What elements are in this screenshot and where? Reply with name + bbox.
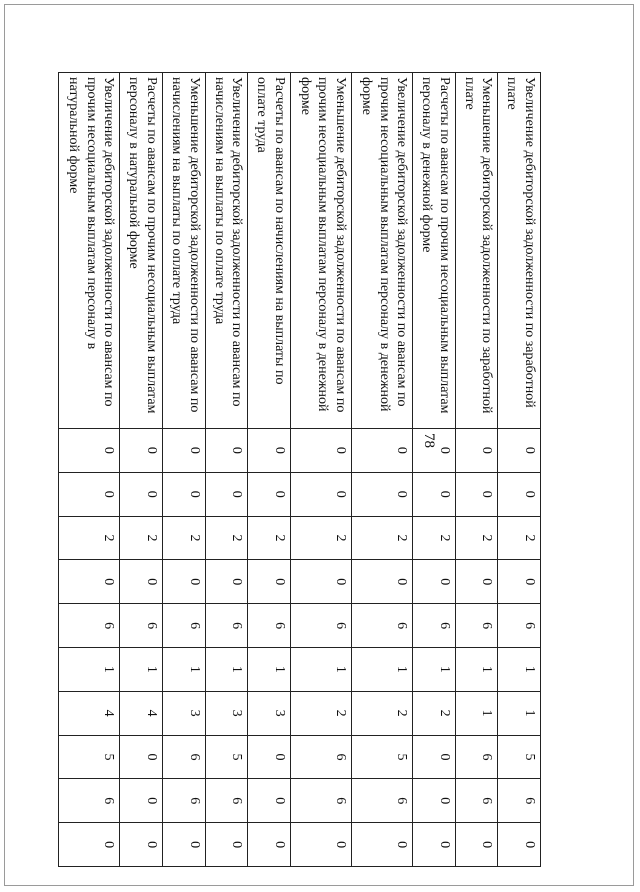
code-digit-cell: 2 [351,516,412,560]
code-digit-cell: 0 [351,823,412,867]
code-digit-cell: 0 [248,429,291,473]
code-digit-cell: 0 [205,429,248,473]
code-digit-cell: 5 [351,735,412,779]
code-digit-cell: 0 [290,472,351,516]
code-digit-cell: 3 [162,691,205,735]
code-digit-cell: 0 [498,429,541,473]
code-digit-cell: 1 [413,647,456,691]
code-digit-cell: 0 [455,823,498,867]
code-digit-cell: 5 [498,735,541,779]
rotated-sheet [58,72,541,867]
code-digit-cell: 6 [248,604,291,648]
code-digit-cell: 2 [455,516,498,560]
code-digit-cell: 6 [498,604,541,648]
code-digit-cell: 0 [413,823,456,867]
row-label: Уменьшение дебиторской задолженности по заработной плате [455,73,498,429]
code-digit-cell: 5 [205,735,248,779]
code-digit-cell: 0 [413,472,456,516]
code-digit-cell: 0 [59,823,120,867]
code-digit-cell: 5 [59,735,120,779]
row-label: Увеличение дебиторской задолженности по авансам по начислениям на выплаты по оплате труда [205,73,248,429]
code-digit-cell: 0 [290,429,351,473]
code-digit-cell: 0 [351,429,412,473]
code-digit-cell: 0 [120,779,163,823]
code-digit-cell: 0 [351,560,412,604]
account-codes-table [58,72,541,867]
code-digit-cell: 0 [248,779,291,823]
code-digit-cell: 1 [455,691,498,735]
table-row [248,73,291,867]
code-digit-cell: 0 [455,429,498,473]
code-digit-cell: 0 [162,429,205,473]
code-digit-cell: 6 [290,604,351,648]
code-digit-cell: 2 [162,516,205,560]
code-digit-cell: 0 [162,823,205,867]
code-digit-cell: 4 [120,691,163,735]
table-row [59,73,120,867]
code-digit-cell: 6 [455,604,498,648]
code-digit-cell: 6 [413,604,456,648]
code-digit-cell: 6 [162,604,205,648]
code-digit-cell: 2 [205,516,248,560]
code-digit-cell: 6 [120,604,163,648]
code-digit-cell: 0 [248,472,291,516]
table-row [120,73,163,867]
row-label: Увеличение дебиторской задолженности по заработной плате [498,73,541,429]
code-digit-cell: 2 [351,691,412,735]
code-digit-cell: 2 [290,691,351,735]
code-digit-cell: 0 [59,429,120,473]
code-digit-cell: 6 [59,779,120,823]
table-row [455,73,498,867]
table-row [413,73,456,867]
row-label: Увеличение дебиторской задолженности по авансам по прочим несоциальным выплатам персоналу в денежной форме [351,73,412,429]
page-number: 78 [421,433,437,448]
code-digit-cell: 2 [498,516,541,560]
code-digit-cell: 6 [351,604,412,648]
code-digit-cell: 6 [290,735,351,779]
code-digit-cell: 0 [248,735,291,779]
code-digit-cell: 2 [290,516,351,560]
code-digit-cell: 6 [498,779,541,823]
code-digit-cell: 0 [120,735,163,779]
code-digit-cell: 3 [205,691,248,735]
code-digit-cell: 1 [120,647,163,691]
code-digit-cell: 0 [248,560,291,604]
code-digit-cell: 6 [162,735,205,779]
code-digit-cell: 0 [59,560,120,604]
code-digit-cell: 2 [120,516,163,560]
code-digit-cell: 0 [120,823,163,867]
table-row [205,73,248,867]
code-digit-cell: 0 [205,560,248,604]
code-digit-cell: 0 [413,735,456,779]
code-digit-cell: 1 [162,647,205,691]
code-digit-cell: 0 [120,429,163,473]
code-digit-cell: 0 [351,472,412,516]
code-digit-cell: 0 [498,823,541,867]
code-digit-cell: 6 [205,604,248,648]
code-digit-cell: 1 [498,691,541,735]
code-digit-cell: 6 [351,779,412,823]
code-digit-cell: 2 [413,516,456,560]
row-label: Расчеты по авансам по начислениям на выплаты по оплате труда [248,73,291,429]
code-digit-cell: 1 [455,647,498,691]
code-digit-cell: 0 [413,560,456,604]
code-digit-cell: 6 [455,735,498,779]
row-label: Уменьшение дебиторской задолженности по авансам по начислениям на выплаты по оплате труда [162,73,205,429]
code-digit-cell: 0 [120,560,163,604]
code-digit-cell: 2 [59,516,120,560]
code-digit-cell: 0 [455,560,498,604]
code-digit-cell: 6 [290,779,351,823]
code-digit-cell: 0 [498,472,541,516]
code-digit-cell: 6 [205,779,248,823]
code-digit-cell: 0 [205,823,248,867]
code-digit-cell: 2 [413,691,456,735]
code-digit-cell: 1 [205,647,248,691]
code-digit-cell: 0 [162,472,205,516]
code-digit-cell: 1 [290,647,351,691]
code-digit-cell: 4 [59,691,120,735]
code-digit-cell: 0 [290,560,351,604]
code-digit-cell: 0 [413,429,456,473]
code-digit-cell: 0 [205,472,248,516]
code-digit-cell: 0 [120,472,163,516]
table-row [498,73,541,867]
code-digit-cell: 1 [59,647,120,691]
code-digit-cell: 0 [59,472,120,516]
code-digit-cell: 0 [455,472,498,516]
code-digit-cell: 0 [248,823,291,867]
code-digit-cell: 0 [413,779,456,823]
code-digit-cell: 3 [248,691,291,735]
code-digit-cell: 6 [59,604,120,648]
row-label: Увеличение дебиторской задолженности по авансам по прочим несоциальным выплатам персоналу в натуральной форме [59,73,120,429]
code-digit-cell: 0 [290,823,351,867]
code-digit-cell: 6 [162,779,205,823]
table-row [290,73,351,867]
code-digit-cell: 1 [498,647,541,691]
row-label: Расчеты по авансам по прочим несоциальным выплатам персоналу в натуральной форме [120,73,163,429]
row-label: Расчеты по авансам по прочим несоциальным выплатам персоналу в денежной форме [413,73,456,429]
table-row [351,73,412,867]
code-digit-cell: 0 [162,560,205,604]
code-digit-cell: 2 [248,516,291,560]
code-digit-cell: 1 [248,647,291,691]
row-label: Уменьшение дебиторской задолженности по авансам по прочим несоциальным выплатам персоналу в денежной форме [290,73,351,429]
code-digit-cell: 0 [498,560,541,604]
code-digit-cell: 6 [455,779,498,823]
table-row [162,73,205,867]
code-digit-cell: 1 [351,647,412,691]
